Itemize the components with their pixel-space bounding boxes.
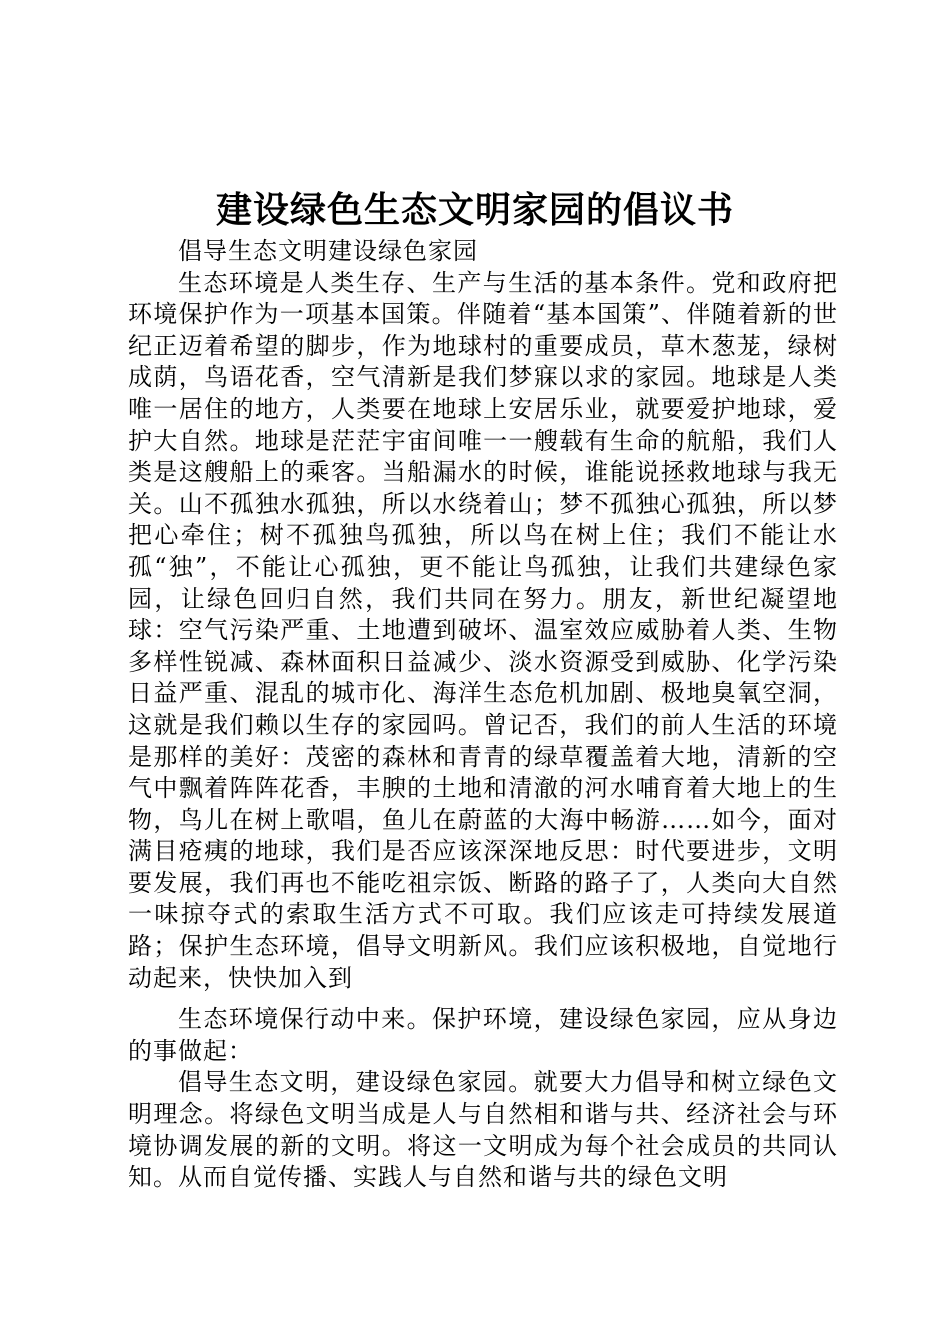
document-body: [128, 236, 838, 1194]
document-title: 建设绿色生态文明家园的倡议书: [215, 189, 734, 231]
paragraph: 生态环境是人类生存、生产与生活的基本条件。党和政府把环境保护作为一项基本国策。伴随着“基本国策”、伴随着新的世纪正迈着希望的脚步，作为地球村的重要成员，草木葱茏，绿树成荫，鸟语花香，空气清新是我们梦寐以求的家园。地球是人类唯一居住的地方，人类要在地球上安居乐业，就要爱护地球，爱护大自然。地球是茫茫宇宙间唯一一艘载有生命的航船，我们人类是这艘船上的乘客。当船漏水的时候，谁能说拯救地球与我无关。山不孤独水孤独，所以水绕着山；梦不孤独心孤独，所以梦把心牵住；树不孤独鸟孤独，所以鸟在树上住；我们不能让水孤“独”，不能让心孤独，更不能让鸟孤独，让我们共建绿色家园，让绿色回归自然，我们共同在努力。朋友，新世纪凝望地球：空气污染严重、土地遭到破坏、温室效应威胁着人类、生物多样性锐减、森林面积日益减少、淡水资源受到威胁、化学污染日益严重、混乱的城市化、海洋生态危机加剧、极地臭氧空洞，这就是我们赖以生存的家园吗。曾记否，我们的前人生活的环境是那样的美好：茂密的森林和青青的绿草覆盖着大地，清新的空气中飘着阵阵花香，丰腴的土地和清澈的河水哺育着大地上的生物，鸟儿在树上歌唱，鱼儿在蔚蓝的大海中畅游……如今，面对满目疮痍的地球，我们是否应该深深地反思：时代要进步，文明要发展，我们再也不能吃祖宗饭、断路的路子了，人类向大自然一味掠夺式的索取生活方式不可取。我们应该走可持续发展道路；保护生态环境，倡导文明新风。我们应该积极地，自觉地行动起来，快快加入到: [128, 268, 838, 992]
paragraph: 倡导生态文明，建设绿色家园。就要大力倡导和树立绿色文明理念。将绿色文明当成是人与自然相和谐与共、经济社会与环境协调发展的新的文明。将这一文明成为每个社会成员的共同认知。从而自觉传播、实践人与自然和谐与共的绿色文明: [128, 1068, 838, 1192]
document-subtitle: 倡导生态文明建设绿色家园: [178, 237, 478, 265]
paragraph: 生态环境保行动中来。保护环境，建设绿色家园，应从身边的事做起：: [128, 1005, 838, 1065]
